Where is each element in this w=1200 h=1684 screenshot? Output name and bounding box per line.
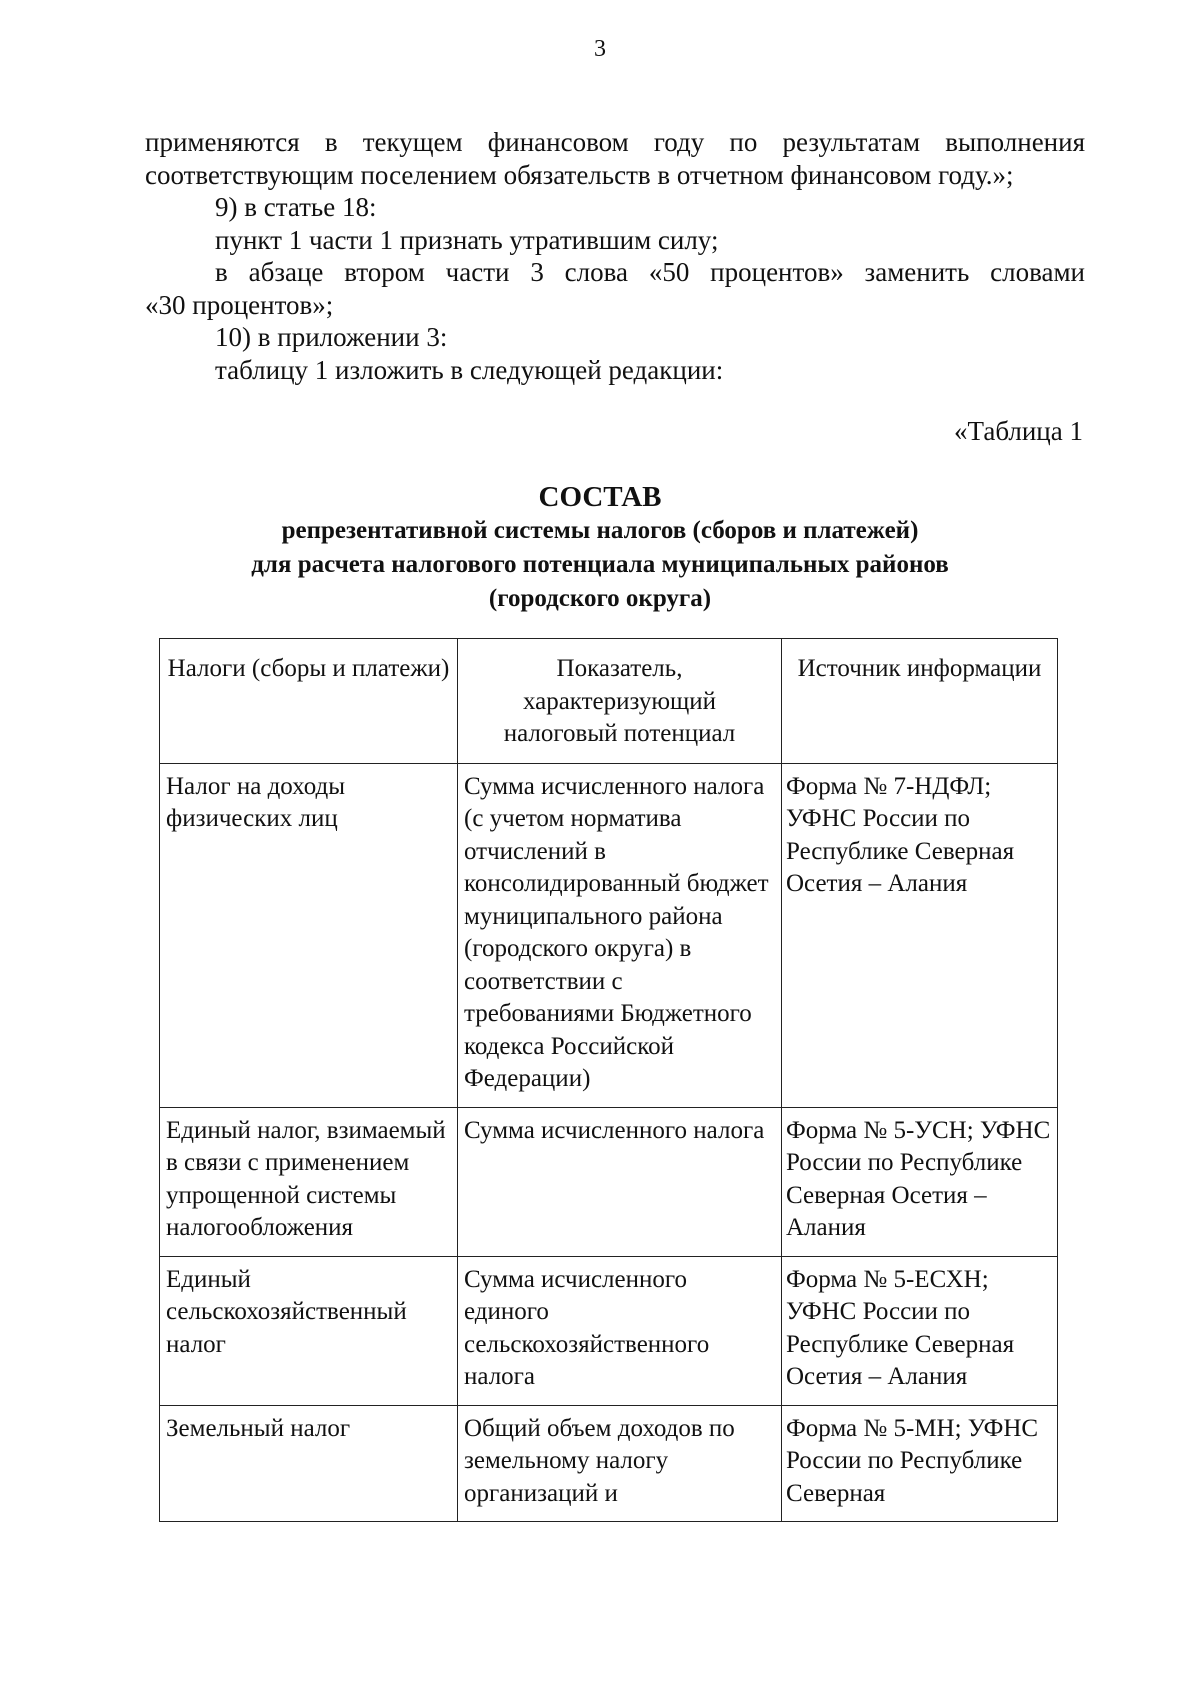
cell-indicator: Сумма исчисленного единого сельскохозяйственного налога [458,1256,782,1405]
body-text [145,126,1085,386]
heading-line-3: (городского округа) [488,585,712,612]
cell-tax: Единый сельскохозяйственный налог [160,1256,458,1405]
paragraph-2: 9) в статье 18: [215,192,377,222]
heading-title: СОСТАВ [538,481,662,513]
paragraph-1: применяются в текущем финансовом году по результатам выполнения [145,127,1085,157]
table-label: «Таблица 1 [954,416,1083,446]
table-heading [0,480,1200,616]
paragraph-4: в абзаце втором части 3 слова «50 процентов» заменить словами [215,257,1085,287]
cell-tax: Земельный налог [160,1405,458,1522]
header-source: Источник информации [782,639,1058,764]
cell-source: Форма № 5-УСН; УФНС России по Республике Северная Осетия – Алания [782,1107,1058,1256]
cell-source: Форма № 5-ЕСХН; УФНС России по Республике Северная Осетия – Алания [782,1256,1058,1405]
cell-indicator: Общий объем доходов по земельному налогу организаций и [458,1405,782,1522]
cell-source: Форма № 7-НДФЛ; УФНС России по Республике Северная Осетия – Алания [782,763,1058,1107]
cell-source: Форма № 5-МН; УФНС России по Республике Северная [782,1405,1058,1522]
paragraph-4-continued: «30 процентов»; [145,289,334,320]
tax-system-table [159,638,1058,1522]
paragraph-5: 10) в приложении 3: [215,322,448,352]
table-row [160,763,1058,1107]
table-row [160,1256,1058,1405]
page-number: 3 [594,36,606,62]
cell-tax: Налог на доходы физических лиц [160,763,458,1107]
header-indicator: Показатель, характеризующий налоговый потенциал [458,639,782,764]
paragraph-3: пункт 1 части 1 признать утратившим силу; [215,224,719,255]
table-header-row [160,639,1058,764]
table-row [160,1107,1058,1256]
cell-indicator: Сумма исчисленного налога (с учетом норматива отчислений в консолидированный бюджет муниципального района (городского округа) в соответствии с требованиями Бюджетного кодекса Российской Федерации) [458,763,782,1107]
heading-line-2: для расчета налогового потенциала муниципальных районов [251,551,949,578]
paragraph-6: таблицу 1 изложить в следующей редакции: [215,354,724,385]
paragraph-1-continued: соответствующим поселением обязательств в отчетном финансовом году.»; [145,159,1014,190]
cell-tax: Единый налог, взимаемый в связи с применением упрощенной системы налогообложения [160,1107,458,1256]
table-row [160,1405,1058,1522]
header-taxes: Налоги (сборы и платежи) [160,639,458,764]
cell-indicator: Сумма исчисленного налога [458,1107,782,1256]
heading-line-1: репрезентативной системы налогов (сборов и платежей) [281,517,919,544]
